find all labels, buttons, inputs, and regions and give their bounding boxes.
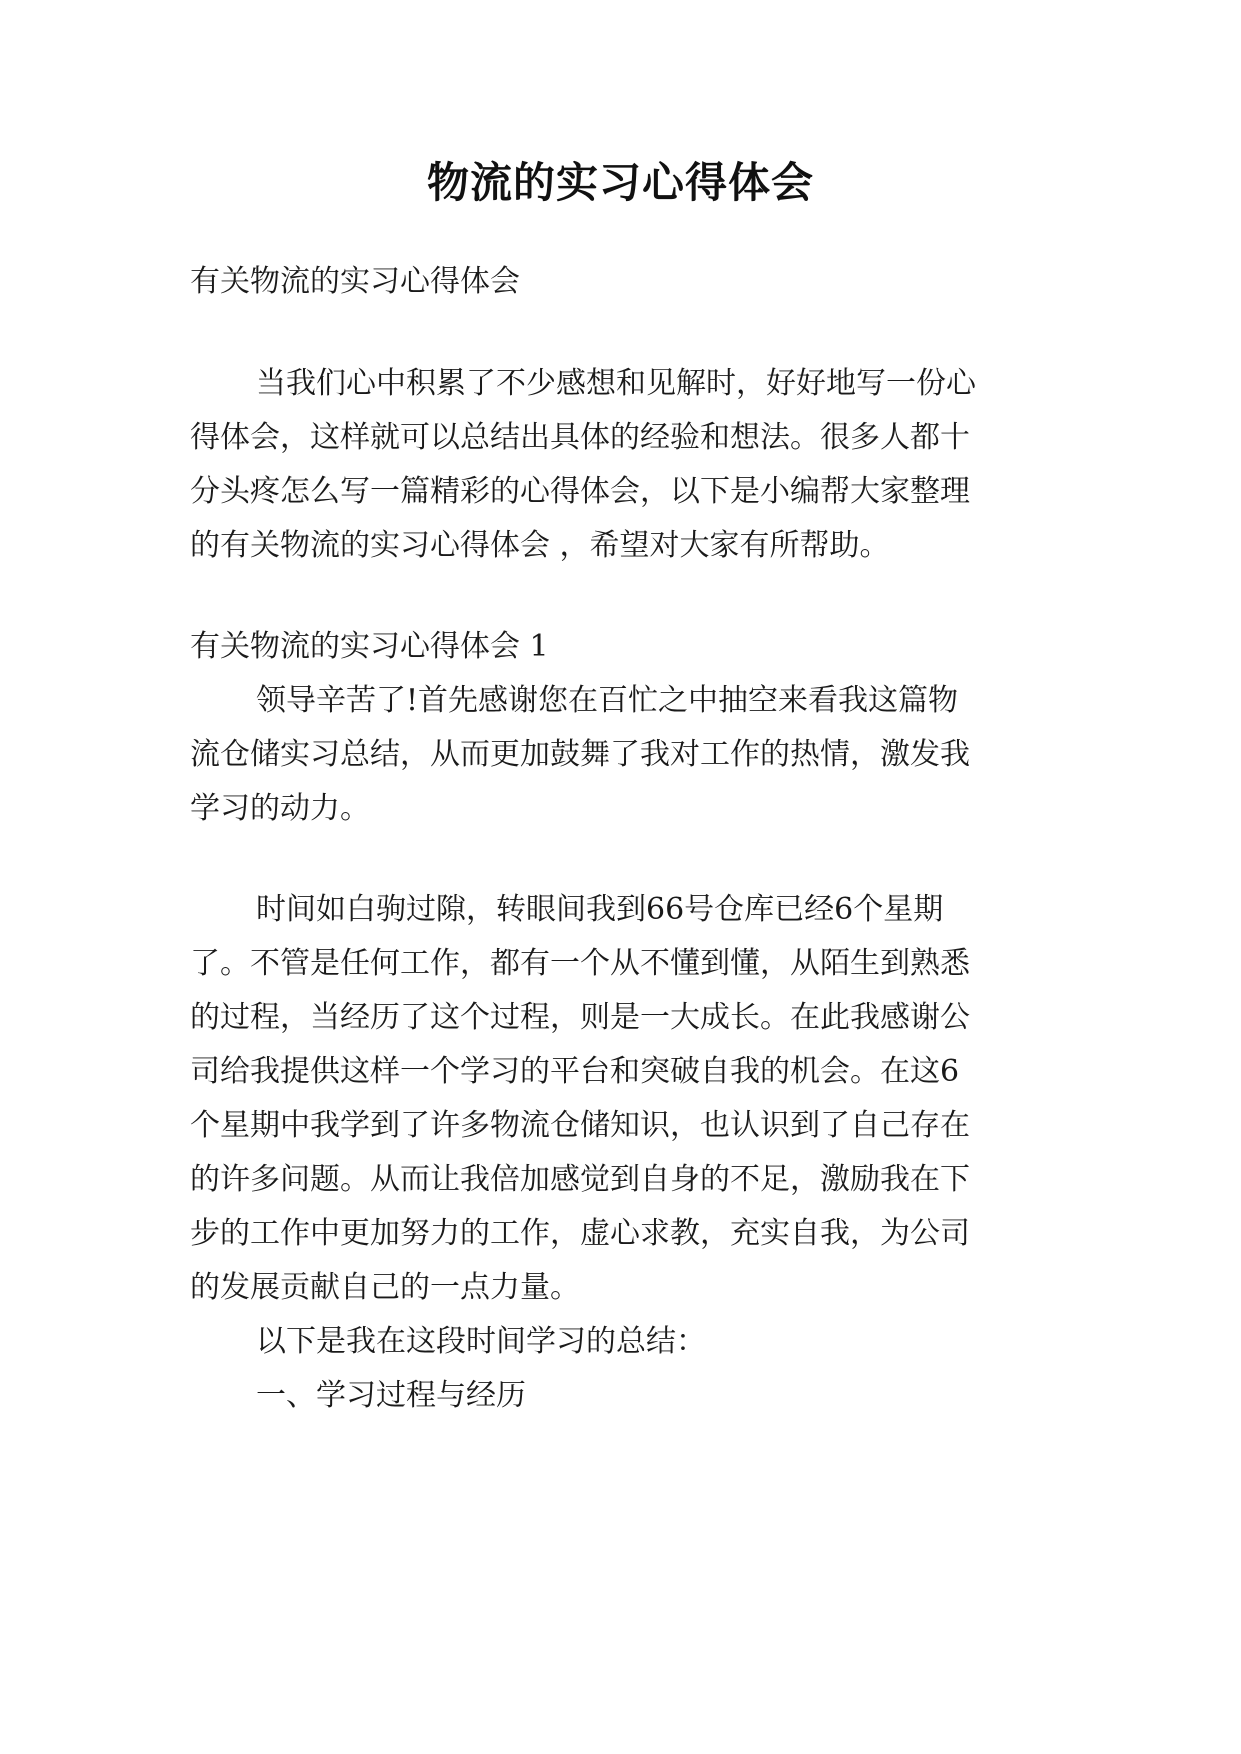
- document-title: 物流的实习心得体会: [426, 158, 814, 207]
- intro-line-1: 当我们心中积累了不少感想和见解时，好好地写一份心: [256, 366, 976, 401]
- intro-line-3: 分头疼怎么写一篇精彩的心得体会，以下是小编帮大家整理: [190, 474, 970, 509]
- para1-line-1: 领导辛苦了!首先感谢您在百忙之中抽空来看我这篇物: [256, 683, 959, 718]
- para2-line-4: 司给我提供这样一个学习的平台和突破自我的机会。在这6: [190, 1054, 960, 1089]
- para2-line-2: 了。不管是任何工作，都有一个从不懂到懂，从陌生到熟悉: [190, 946, 970, 981]
- summary-intro: 以下是我在这段时间学习的总结：: [256, 1324, 706, 1359]
- para2-line-6: 的许多问题。从而让我倍加感觉到自身的不足，激励我在下: [190, 1162, 970, 1197]
- para1-line-2: 流仓储实习总结，从而更加鼓舞了我对工作的热情，激发我: [190, 737, 970, 772]
- intro-line-4: 的有关物流的实习心得体会 ，希望对大家有所帮助。: [190, 528, 890, 563]
- para2-line-1: 时间如白驹过隙，转眼间我到66号仓库已经6个星期: [256, 892, 944, 927]
- para1-line-3: 学习的动力。: [190, 791, 370, 826]
- para2-line-5: 个星期中我学到了许多物流仓储知识，也认识到了自己存在: [190, 1108, 970, 1143]
- section-heading: 有关物流的实习心得体会 1: [190, 629, 549, 664]
- document-subtitle: 有关物流的实习心得体会: [190, 264, 520, 299]
- list-item-1: 一、学习过程与经历: [256, 1378, 526, 1413]
- para2-line-7: 步的工作中更加努力的工作，虚心求教，充实自我，为公司: [190, 1216, 970, 1251]
- intro-line-2: 得体会，这样就可以总结出具体的经验和想法。很多人都十: [190, 420, 970, 455]
- para2-line-8: 的发展贡献自己的一点力量。: [190, 1270, 580, 1305]
- para2-line-3: 的过程，当经历了这个过程，则是一大成长。在此我感谢公: [190, 1000, 970, 1035]
